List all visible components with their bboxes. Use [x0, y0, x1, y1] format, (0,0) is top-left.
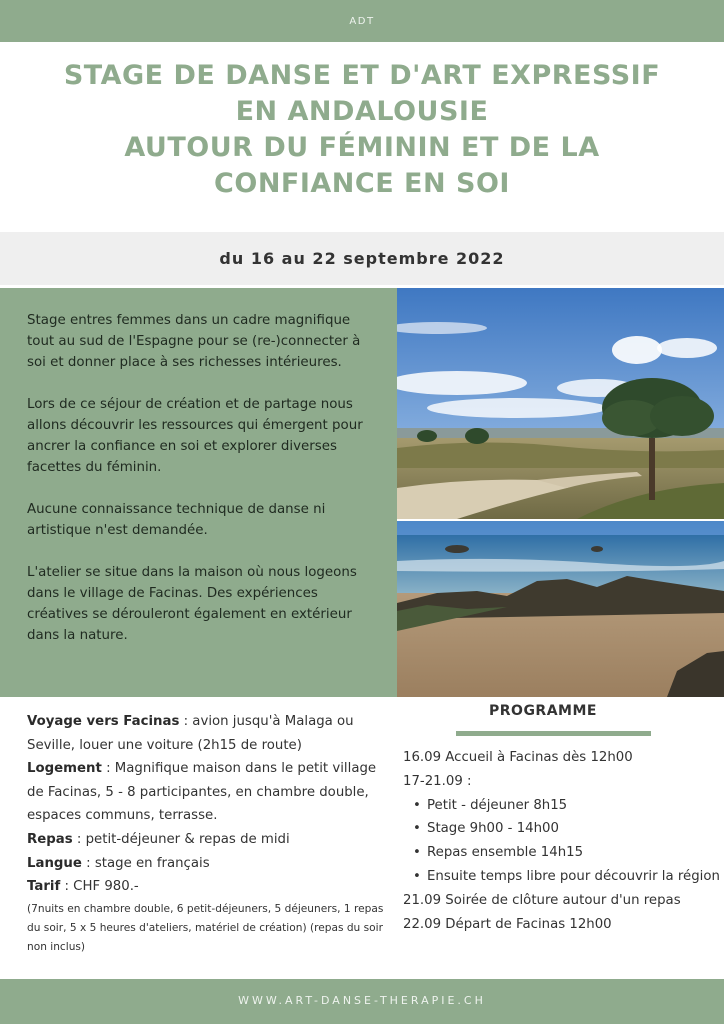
tarif-text: : CHF 980.-	[60, 879, 139, 895]
landscape-with-tree-image	[397, 288, 724, 519]
programme-line-4: 22.09 Départ de Facinas 12h00	[403, 916, 612, 932]
page-title	[0, 58, 724, 202]
event-date: du 16 au 22 septembre 2022	[219, 249, 505, 268]
info-logement	[27, 757, 392, 828]
org-label: ADT	[349, 16, 375, 27]
top-bar	[0, 0, 724, 42]
programme-divider	[456, 731, 651, 736]
programme-line-2: 17-21.09 :	[403, 773, 472, 789]
intro-paragraph-1: Stage entres femmes dans un cadre magnifique tout au sud de l'Espagne pour se (re-)connecter à soi et donner place à ses richesses intérieures.	[27, 313, 361, 370]
logement-text: : Magnifique maison dans le petit village de Facinas, 5 - 8 participantes, en chambre double, espaces communs, terrasse.	[27, 761, 377, 824]
programme-title: PROGRAMME	[489, 703, 597, 719]
info-tarif	[27, 875, 392, 899]
logement-label: Logement	[27, 761, 102, 777]
info-langue	[27, 852, 392, 876]
practical-info	[27, 710, 392, 957]
langue-text: : stage en français	[81, 855, 210, 871]
programme-list	[403, 746, 721, 936]
info-voyage	[27, 710, 392, 757]
list-item: • Stage 9h00 - 14h00	[403, 817, 721, 841]
list-item: • Ensuite temps libre pour découvrir la région	[403, 865, 721, 889]
voyage-label: Voyage vers Facinas	[27, 714, 180, 729]
date-band	[0, 232, 724, 285]
beach-rocks-image	[397, 521, 724, 697]
programme-line-3: 21.09 Soirée de clôture autour d'un repas	[403, 892, 681, 908]
repas-label: Repas	[27, 831, 73, 847]
intro-paragraph-2: Lors de ce séjour de création et de partage nous allons découvrir les ressources qui émergent pour ancrer la confiance en soi et explorer diverses facettes du féminin.	[27, 397, 363, 475]
info-repas	[27, 828, 392, 852]
repas-text: : petit-déjeuner & repas de midi	[72, 831, 290, 847]
title-line-4: CONFIANCE EN SOI	[214, 168, 510, 199]
website-link[interactable]: WWW.ART-DANSE-THERAPIE.CH	[238, 994, 486, 1007]
title-line-2: EN ANDALOUSIE	[235, 96, 489, 127]
programme-items	[403, 794, 721, 889]
voyage-text: : avion jusqu'à Malaga ou Seville, louer une voiture (2h15 de route)	[27, 714, 354, 753]
intro-paragraph-3: Aucune connaissance technique de danse ni artistique n'est demandée.	[27, 502, 326, 538]
langue-label: Langue	[27, 855, 82, 871]
footer-bar	[0, 979, 724, 1024]
landscape-photo	[397, 288, 724, 519]
list-item: • Petit - déjeuner 8h15	[403, 794, 721, 818]
list-item: • Repas ensemble 14h15	[403, 841, 721, 865]
tarif-label: Tarif	[27, 879, 61, 895]
tarif-note: (7nuits en chambre double, 6 petit-déjeuners, 5 déjeuners, 1 repas du soir, 5 x 5 heures d'ateliers, matériel de création) (repas du soir non inclus)	[27, 902, 384, 953]
intro-block	[0, 288, 397, 697]
title-line-1: STAGE DE DANSE ET D'ART EXPRESSIF	[63, 60, 661, 91]
intro-paragraph-4: L'atelier se situe dans la maison où nous logeons dans le village de Facinas. Des expériences créatives se dérouleront également en extérieur dans la nature.	[27, 565, 357, 643]
title-line-3: AUTOUR DU FÉMININ ET DE LA	[124, 132, 600, 163]
programme-line-1: 16.09 Accueil à Facinas dès 12h00	[403, 750, 633, 765]
beach-photo	[397, 521, 724, 697]
